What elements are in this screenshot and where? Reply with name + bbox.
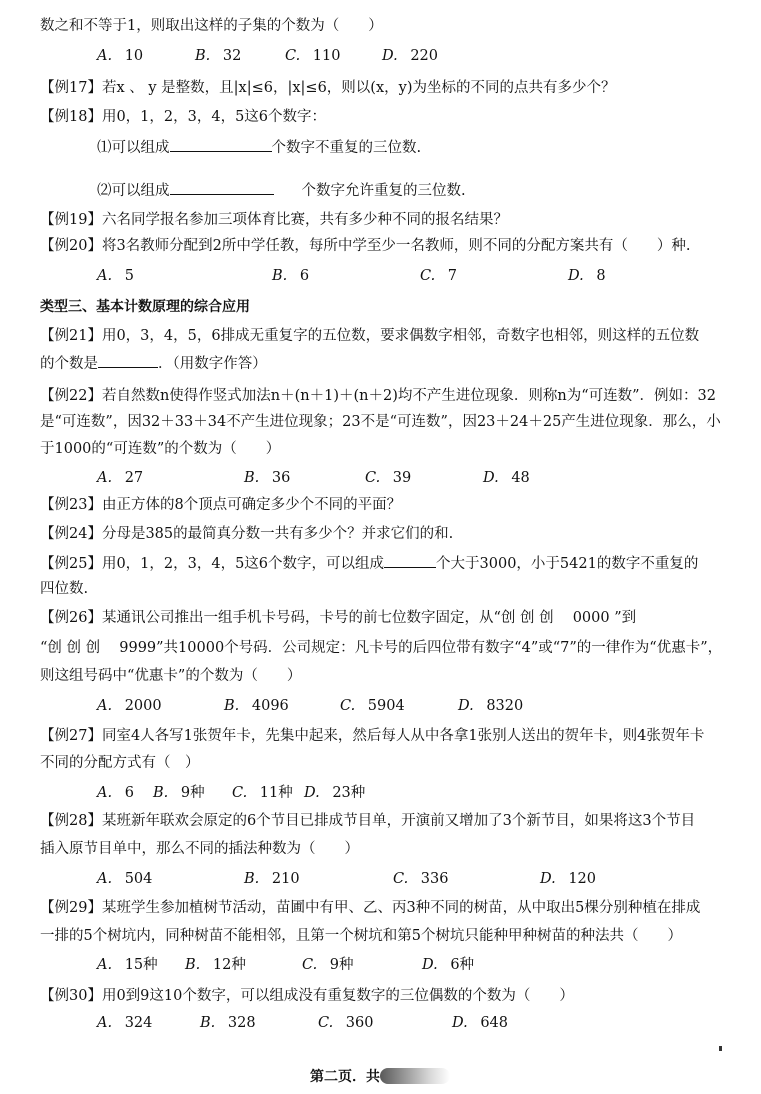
option-value: 36 <box>267 470 291 486</box>
page-footer: 第二页．共 <box>310 1069 380 1085</box>
option-value: 648 <box>475 1015 509 1031</box>
option-letter: B. <box>195 48 211 64</box>
option-q30-c <box>318 1013 373 1033</box>
option-value: 6 <box>295 268 310 284</box>
option-letter: C. <box>365 470 381 486</box>
option-letter: C. <box>393 871 409 887</box>
text-line: 【例18】用0，1，2，3，4，5这6个数字： <box>40 109 327 125</box>
option-letter: A. <box>97 1015 113 1031</box>
option-letter: B. <box>185 957 201 973</box>
text-line: 【例21】用0，3，4，5，6排成无重复字的五位数，要求偶数字相邻，奇数字也相邻，则这样的五位数 <box>40 328 700 344</box>
option-letter: A. <box>97 871 113 887</box>
option-letter: B. <box>224 698 240 714</box>
option-letter: D. <box>422 957 438 973</box>
option-value: 5904 <box>363 698 405 714</box>
ex21-pre: 的个数是 <box>40 356 98 372</box>
option-value: 9种 <box>176 785 205 801</box>
option-value: 32 <box>218 48 242 64</box>
option-letter: A. <box>97 268 113 284</box>
option-value: 6 <box>120 785 134 801</box>
option-letter: A. <box>97 470 113 486</box>
option-value: 10 <box>120 48 144 64</box>
option-q27-d <box>304 783 365 803</box>
option-value: 48 <box>506 470 530 486</box>
ex18-part1 <box>97 137 421 158</box>
option-letter: C. <box>318 1015 334 1031</box>
ex25-post: 个大于3000，小于5421的数字不重复的 <box>436 556 699 572</box>
text-line: 数之和不等于1，则取出这样的子集的个数为（ ） <box>40 18 383 34</box>
option-letter: D. <box>483 470 499 486</box>
option-letter: B. <box>272 268 288 284</box>
ex21-continuation <box>40 353 267 374</box>
text-line: 【例26】某通讯公司推出一组手机卡号码，卡号的前七位数字固定，从“创 创 创 0000 ”到 <box>40 610 637 626</box>
option-q27-a <box>97 783 134 803</box>
text-line: 则这组号码中“优惠卡”的个数为（ ） <box>40 668 302 684</box>
answer-blank <box>170 137 272 152</box>
answer-blank <box>170 180 274 195</box>
option-value: 39 <box>388 470 412 486</box>
option-value: 324 <box>120 1015 153 1031</box>
text-line: 【例19】六名同学报名参加三项体育比赛，共有多少种不同的报名结果？ <box>40 212 508 228</box>
option-q16-c <box>285 46 340 66</box>
section-heading: 类型三、基本计数原理的综合应用 <box>40 299 250 315</box>
text-line: 【例17】若x 、 y 是整数，且|x|≤6，|x|≤6，则以(x，y)为坐标的不同的点共有多少个？ <box>40 80 616 96</box>
text-line: 【例28】某班新年联欢会原定的6个节目已排成节目单，开演前又增加了3个新节目，如果将这3个节目 <box>40 813 696 829</box>
ex25-line <box>40 553 698 574</box>
text-line: 于1000的“可连数”的个数为（ ） <box>40 441 281 457</box>
text-line: 四位数. <box>40 581 89 597</box>
option-q28-c <box>393 869 448 889</box>
option-q29-d <box>422 955 474 975</box>
option-letter: D. <box>452 1015 468 1031</box>
text-line: 是“可连数”，因32＋33＋34不产生进位现象；23不是“可连数”，因23＋24＋25产生进位现象．那么，小 <box>40 414 721 430</box>
option-value: 4096 <box>247 698 289 714</box>
option-letter: A. <box>97 957 113 973</box>
option-q22-a <box>97 468 143 488</box>
option-letter: A. <box>97 785 113 801</box>
option-letter: C. <box>285 48 301 64</box>
ex18-part1-post: 个数字不重复的三位数. <box>271 140 422 156</box>
option-letter: D. <box>458 698 474 714</box>
text-line: 【例23】由正方体的8个顶点可确定多少个不同的平面？ <box>40 497 402 513</box>
option-value: 15种 <box>120 957 158 973</box>
option-q26-a <box>97 696 162 716</box>
option-q29-c <box>302 955 354 975</box>
ex18-part2 <box>97 180 466 201</box>
option-q20-b <box>272 266 309 286</box>
option-value: 27 <box>120 470 144 486</box>
option-letter: D. <box>540 871 556 887</box>
option-value: 328 <box>223 1015 256 1031</box>
option-q16-a <box>97 46 143 66</box>
option-q28-d <box>540 869 596 889</box>
option-letter: D. <box>304 785 320 801</box>
option-value: 2000 <box>120 698 162 714</box>
option-value: 6种 <box>445 957 475 973</box>
option-q22-d <box>483 468 530 488</box>
ex18-part1-pre: ⑴可以组成 <box>97 140 170 156</box>
answer-blank <box>384 553 436 568</box>
option-q30-a <box>97 1013 152 1033</box>
option-letter: C. <box>340 698 356 714</box>
text-line: 【例24】分母是385的最简真分数一共有多少个？并求它们的和. <box>40 526 454 542</box>
option-value: 220 <box>405 48 439 64</box>
text-line: 【例29】某班学生参加植树节活动，苗圃中有甲、乙、丙3种不同的树苗，从中取出5棵分别种植在排成 <box>40 900 701 916</box>
option-value: 8320 <box>481 698 524 714</box>
option-value: 12种 <box>208 957 246 973</box>
option-q20-c <box>420 266 457 286</box>
option-value: 7 <box>443 268 458 284</box>
option-q30-d <box>452 1013 508 1033</box>
option-q20-d <box>568 266 606 286</box>
option-value: 504 <box>120 871 153 887</box>
option-q29-a <box>97 955 158 975</box>
option-letter: B. <box>200 1015 216 1031</box>
option-value: 360 <box>341 1015 374 1031</box>
option-q26-c <box>340 696 405 716</box>
text-line: 【例30】用0到9这10个数字，可以组成没有重复数字的三位偶数的个数为（ ） <box>40 988 574 1004</box>
option-letter: A. <box>97 48 113 64</box>
ex21-post: ．（用数字作答） <box>158 356 267 372</box>
ex18-part2-post: 个数字允许重复的三位数. <box>301 183 466 199</box>
option-q30-b <box>200 1013 256 1033</box>
option-q26-d <box>458 696 523 716</box>
text-line: “创 创 创 9999”共10000个号码．公司规定：凡卡号的后四位带有数字“4”或“7”的一律作为“优惠卡”， <box>40 640 723 656</box>
option-value: 23种 <box>327 785 366 801</box>
option-value: 210 <box>267 871 300 887</box>
option-value: 110 <box>308 48 341 64</box>
answer-blank <box>98 353 158 368</box>
option-q27-c <box>232 783 293 803</box>
option-letter: D. <box>568 268 584 284</box>
option-letter: C. <box>420 268 436 284</box>
option-letter: B. <box>153 785 169 801</box>
option-q28-b <box>244 869 300 889</box>
scan-mark <box>719 1046 722 1051</box>
text-line: 不同的分配方式有（ ） <box>40 755 200 771</box>
text-line: 【例27】同室4人各写1张贺年卡，先集中起来，然后每人从中各拿1张别人送出的贺年卡，则4张贺年卡 <box>40 728 705 744</box>
option-q20-a <box>97 266 134 286</box>
text-line: 【例22】若自然数n使得作竖式加法n＋(n＋1)＋(n＋2)均不产生进位现象．则称n为“可连数”．例如：32 <box>40 388 716 404</box>
option-q22-c <box>365 468 411 488</box>
scan-smudge <box>380 1068 450 1084</box>
option-value: 8 <box>591 268 606 284</box>
option-letter: B. <box>244 871 260 887</box>
option-value: 336 <box>416 871 449 887</box>
text-line: 【例20】将3名教师分配到2所中学任教，每所中学至少一名教师，则不同的分配方案共有（ ）种. <box>40 238 691 254</box>
option-q22-b <box>244 468 290 488</box>
option-q26-b <box>224 696 289 716</box>
option-letter: A. <box>97 698 113 714</box>
ex25-pre: 【例25】用0，1，2，3，4，5这6个数字，可以组成 <box>40 556 385 572</box>
option-q29-b <box>185 955 246 975</box>
option-letter: B. <box>244 470 260 486</box>
option-value: 11种 <box>255 785 293 801</box>
option-q27-b <box>153 783 205 803</box>
text-line: 一排的5个树坑内，同种树苗不能相邻，且第一个树坑和第5个树坑只能种甲种树苗的种法共（ ） <box>40 928 682 944</box>
option-letter: D. <box>382 48 398 64</box>
option-q28-a <box>97 869 152 889</box>
option-value: 120 <box>563 871 597 887</box>
ex18-part2-pre: ⑵可以组成 <box>97 183 170 199</box>
option-letter: C. <box>302 957 318 973</box>
text-line: 插入原节目单中，那么不同的插法种数为（ ） <box>40 841 359 857</box>
option-letter: C. <box>232 785 248 801</box>
option-q16-d <box>382 46 438 66</box>
option-value: 5 <box>120 268 134 284</box>
option-q16-b <box>195 46 241 66</box>
option-value: 9种 <box>325 957 354 973</box>
